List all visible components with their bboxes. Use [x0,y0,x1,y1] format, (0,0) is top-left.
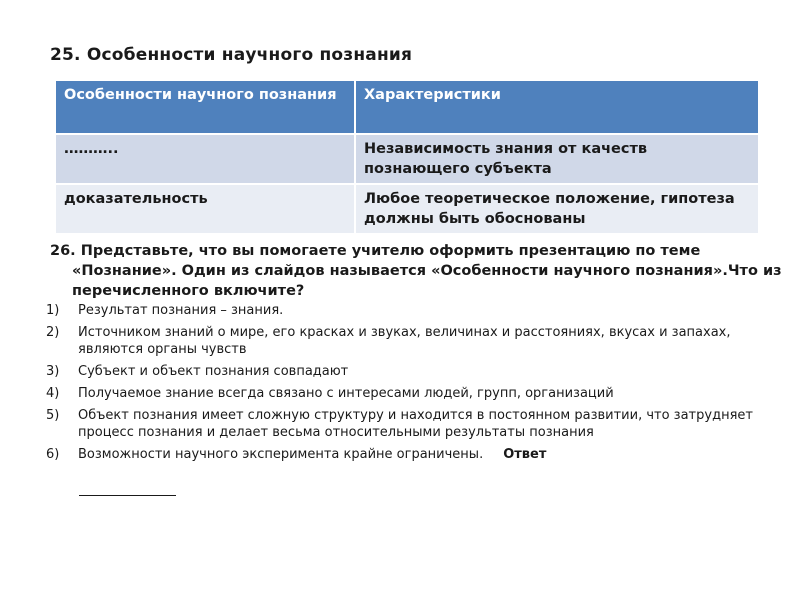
table-header-row [55,80,759,134]
option-number: 4) [46,386,60,401]
table-cell: Любое теоретическое положение, гипотеза должны быть обоснованы [355,184,759,234]
table-header-cell: Особенности научного познания [55,80,355,134]
option-number: 3) [46,364,60,379]
list-item [46,446,766,463]
options-list [46,302,766,468]
list-item [46,324,766,358]
option-text: Объект познания имеет сложную структуру и находится в постоянном развитии, что затрудняет процесс познания и делает весьма относительными результаты познания [78,408,753,440]
table-row [55,134,759,184]
answer-blank-line [79,495,176,496]
option-number: 5) [46,408,60,423]
list-item [46,363,766,380]
option-text: Субъект и объект познания совпадают [78,364,349,379]
table-row [55,184,759,234]
option-text: Источником знаний о мире, его красках и звуках, величинах и расстояниях, вкусах и запахах, являются органы чувств [78,325,731,357]
table-cell: ……….. [55,134,355,184]
option-number: 1) [46,303,60,318]
table-header-cell: Характеристики [355,80,759,134]
slide-title: 25. Особенности научного познания [50,45,413,65]
list-item [46,302,766,319]
option-number: 2) [46,325,60,340]
table-cell: доказательность [55,184,355,234]
option-number: 6) [46,447,60,462]
option-text: Результат познания – знания. [78,303,284,318]
features-table [54,79,760,235]
list-item [46,407,766,441]
option-text: Получаемое знание всегда связано с интересами людей, групп, организаций [78,386,614,401]
answer-label: Ответ [503,447,547,462]
option-text-with-answer [78,446,766,463]
question-text: 26. Представьте, что вы помогаете учителю оформить презентацию по теме «Познание». Один из слайдов называется «Особенности научного познания».Что из перечисленного включите? [50,243,782,299]
list-item [46,385,766,402]
option-text: Возможности научного эксперимента крайне ограничены. [78,447,484,462]
table-cell: Независимость знания от качеств познающего субъекта [355,134,759,184]
